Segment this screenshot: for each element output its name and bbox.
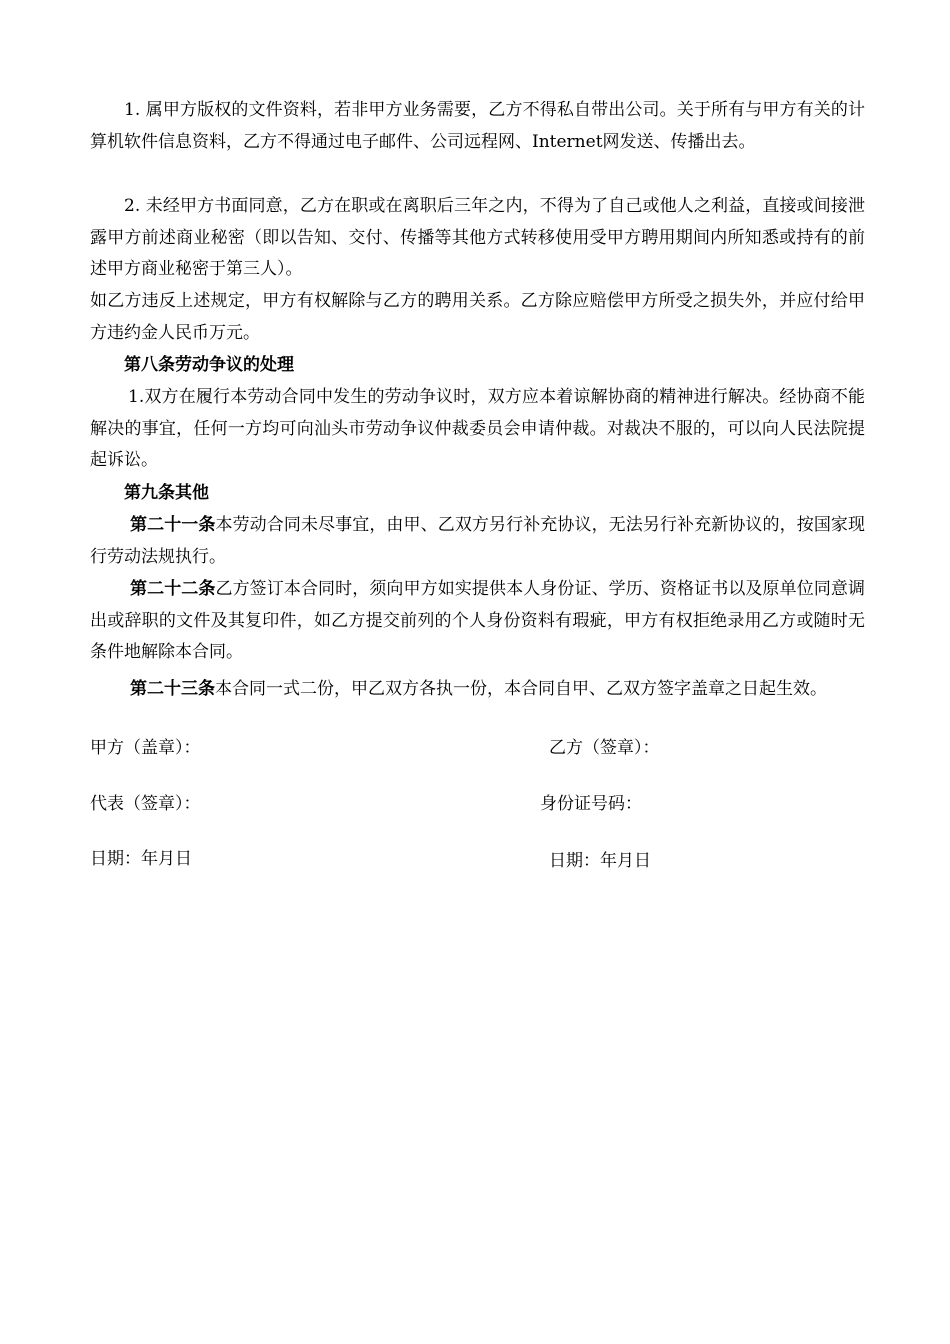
- article-21-text: 本劳动合同未尽事宜，由甲、乙双方另行补充协议，无法另行补充新协议的，按国家现行劳动法规执行。: [90, 515, 866, 567]
- section-heading-8: 第八条劳动争议的处理: [124, 355, 294, 375]
- party-a-date-label: 日期：年月日: [90, 849, 192, 869]
- clause-paragraph-2: 2. 未经甲方书面同意，乙方在职或在离职后三年之内，不得为了自己或他人之利益，直接或间接泄露甲方前述商业秘密（即以告知、交付、传播等其他方式转移使用受甲方聘用期间内所知悉或持有的前述甲方商业秘密于第三人）。: [90, 196, 865, 279]
- party-b-sign-label: 乙方（签章）：: [549, 738, 660, 758]
- party-a-seal-label: 甲方（盖章）：: [90, 738, 201, 758]
- article-23: [90, 674, 865, 706]
- article-22: [90, 574, 865, 669]
- article-22-text: 乙方签订本合同时，须向甲方如实提供本人身份证、学历、资格证书以及原单位同意调出或辞职的文件及其复印件，如乙方提交前列的个人身份资料有瑕疵，甲方有权拒绝录用乙方或随时无条件地解除本合同。: [90, 579, 866, 662]
- id-number-label: 身份证号码：: [540, 794, 642, 814]
- representative-sign-label: 代表（签章）：: [90, 794, 201, 814]
- article-21-label: 第二十一条: [130, 515, 216, 535]
- section-heading-9: 第九条其他: [124, 483, 209, 503]
- party-b-date-label: 日期：年月日: [549, 851, 651, 871]
- article-22-label: 第二十二条: [130, 579, 216, 599]
- clause-paragraph-1: 1. 属甲方版权的文件资料，若非甲方业务需要，乙方不得私自带出公司。关于所有与甲方有关的计算机软件信息资料，乙方不得通过电子邮件、公司远程网、Internet网发送、传播出去。: [90, 100, 865, 152]
- clause-paragraph-3: 如乙方违反上述规定，甲方有权解除与乙方的聘用关系。乙方除应赔偿甲方所受之损失外，并应付给甲方违约金人民币万元。: [90, 291, 865, 343]
- article-23-label: 第二十三条: [130, 679, 215, 699]
- article-21: [90, 510, 865, 573]
- clause-paragraph-4: 1.双方在履行本劳动合同中发生的劳动争议时，双方应本着谅解协商的精神进行解决。经协商不能解决的事宜，任何一方均可向汕头市劳动争议仲裁委员会申请仲裁。对裁决不服的，可以向人民法院提起诉讼。: [90, 387, 865, 470]
- article-23-text: 本合同一式二份，甲乙双方各执一份，本合同自甲、乙双方签字盖章之日起生效。: [215, 679, 827, 699]
